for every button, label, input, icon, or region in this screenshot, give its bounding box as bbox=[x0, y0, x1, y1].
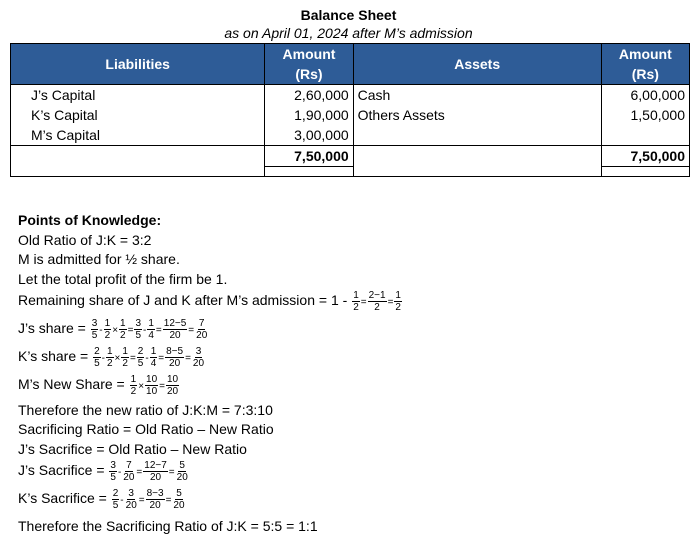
amount-label: Amount bbox=[618, 46, 672, 62]
fraction: $\frac{1}{2}$ bbox=[353, 290, 359, 313]
liability-amount: 1,90,000 bbox=[294, 107, 349, 123]
k-sacrifice-line: K’s Sacrifice = $\frac{2}{5}$ - $\frac{3}{20}$ = $\frac{8-3}{20}$ = $\frac{5}{20}$ bbox=[18, 488, 185, 511]
currency-label: (Rs) bbox=[631, 66, 659, 82]
total-liabilities: 7,50,000 bbox=[265, 146, 353, 167]
knowledge-line: Therefore the Sacrificing Ratio of J:K = 5:5 = 1:1 bbox=[18, 518, 318, 534]
page-subtitle: as on April 01, 2024 after M’s admission bbox=[224, 25, 473, 41]
liability-name: M’s Capital bbox=[31, 127, 100, 143]
liability-name: K’s Capital bbox=[31, 107, 98, 123]
liabilities-header: Liabilities bbox=[11, 44, 265, 85]
j-sacrifice-line: J’s Sacrifice = $\frac{3}{5}$ - $\frac{7}{20}$ = $\frac{12-7}{20}$ = $\frac{5}{20}$ bbox=[18, 460, 188, 483]
remaining-share-line: Remaining share of J and K after M’s admission = 1 - $\frac{1}{2}$ = $\frac{2-1}{2}$ = $\frac{1}{2}$ bbox=[18, 290, 401, 313]
knowledge-line: Therefore the new ratio of J:K:M = 7:3:10 bbox=[18, 402, 273, 418]
knowledge-heading: Points of Knowledge: bbox=[18, 212, 162, 228]
liability-name: J’s Capital bbox=[31, 87, 96, 103]
knowledge-line: Old Ratio of J:K = 3:2 bbox=[18, 232, 152, 248]
amount-label: Amount bbox=[282, 46, 336, 62]
k-share-line: K’s share = $\frac{2}{5}$ - $\frac{1}{2}$ × $\frac{1}{2}$ = $\frac{2}{5}$ - $\frac{1}{4}$ = $\frac{8-5}{20}$ = $\frac{3}{20}$ bbox=[18, 346, 205, 369]
blank-row bbox=[11, 167, 690, 177]
table-row bbox=[11, 85, 690, 146]
knowledge-line: Let the total profit of the firm be 1. bbox=[18, 271, 228, 287]
liabilities-cell bbox=[11, 85, 265, 146]
amount-header-assets bbox=[601, 44, 689, 85]
liability-amount-cell bbox=[265, 85, 353, 146]
liability-amount: 2,60,000 bbox=[294, 87, 349, 103]
knowledge-line: M is admitted for ½ share. bbox=[18, 251, 180, 267]
asset-amount: 6,00,000 bbox=[630, 87, 685, 103]
m-share-line: M’s New Share = $\frac{1}{2}$ × $\frac{10}{10}$ = $\frac{10}{20}$ bbox=[18, 374, 179, 397]
page-title: Balance Sheet bbox=[300, 7, 397, 23]
header-row bbox=[11, 44, 690, 85]
total-row bbox=[11, 146, 690, 167]
fraction: $\frac{2-1}{2}$ bbox=[368, 290, 386, 313]
currency-label: (Rs) bbox=[295, 66, 323, 82]
balance-sheet-table bbox=[10, 43, 690, 177]
assets-cell bbox=[353, 85, 601, 146]
j-share-line: J’s share = $\frac{3}{5}$ - $\frac{1}{2}$ × $\frac{1}{2}$ = $\frac{3}{5}$ - $\frac{1}{4}$ = $\frac{12-5}{20}$ = $\frac{7}{20}$ bbox=[18, 318, 208, 341]
asset-name: Cash bbox=[357, 87, 391, 103]
asset-amount: 1,50,000 bbox=[630, 107, 685, 123]
fraction: $\frac{1}{2}$ bbox=[395, 290, 401, 313]
asset-amount-cell bbox=[601, 85, 689, 146]
knowledge-line: J’s Sacrifice = Old Ratio – New Ratio bbox=[18, 441, 247, 457]
total-assets: 7,50,000 bbox=[601, 146, 689, 167]
asset-name: Others Assets bbox=[357, 107, 445, 123]
assets-header: Assets bbox=[353, 44, 601, 85]
liability-amount: 3,00,000 bbox=[294, 127, 349, 143]
knowledge-line: Sacrificing Ratio = Old Ratio – New Ratio bbox=[18, 421, 274, 437]
amount-header-liabilities bbox=[265, 44, 353, 85]
